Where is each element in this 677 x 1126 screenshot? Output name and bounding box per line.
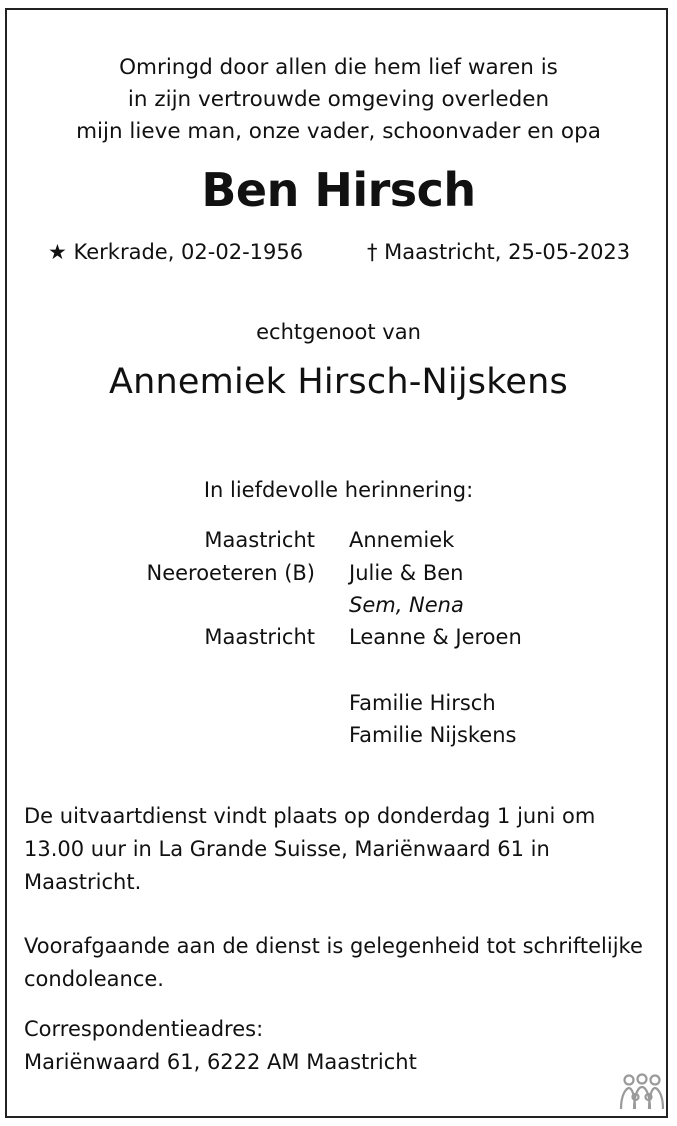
spouse-name: Annemiek Hirsch-Nijskens — [109, 362, 568, 402]
condolence-line-1: Voorafgaande aan de dienst is gelegenheid tot schriftelijke — [24, 934, 643, 958]
condolence-line-2: condoleance. — [24, 967, 164, 991]
deceased-name: Ben Hirsch — [201, 163, 476, 217]
intro-line-1: Omringd door allen die hem lief waren is — [119, 55, 558, 80]
birth-date: ★ Kerkrade, 02-02-1956 — [48, 240, 304, 264]
family-name: Familie Hirsch — [349, 691, 496, 715]
relative-place: Maastricht — [204, 625, 315, 649]
family-name: Familie Nijskens — [349, 723, 517, 747]
memory-label: In liefdevolle herinnering: — [203, 478, 474, 502]
death-date: † Maastricht, 25-05-2023 — [367, 240, 631, 264]
service-line-2: 13.00 uur in La Grande Suisse, Mariënwaard 61 in — [24, 837, 550, 861]
family-group-icon — [617, 1073, 667, 1113]
correspondence-label: Correspondentieadres: — [24, 1017, 264, 1041]
relative-names: Julie & Ben — [349, 561, 464, 585]
relative-names: Leanne & Jeroen — [349, 625, 522, 649]
grandchildren-names: Sem, Nena — [349, 593, 464, 617]
service-line-3: Maastricht. — [24, 870, 142, 894]
spouse-label: echtgenoot van — [256, 320, 421, 344]
intro-line-2: in zijn vertrouwde omgeving overleden — [127, 87, 550, 112]
relative-place: Neeroeteren (B) — [146, 561, 315, 585]
relative-names: Annemiek — [349, 528, 455, 552]
correspondence-address: Mariënwaard 61, 6222 AM Maastricht — [24, 1050, 417, 1074]
service-line-1: De uitvaartdienst vindt plaats op donderdag 1 juni om — [24, 804, 596, 828]
relative-place: Maastricht — [204, 528, 315, 552]
intro-line-3: mijn lieve man, onze vader, schoonvader en opa — [76, 119, 601, 144]
